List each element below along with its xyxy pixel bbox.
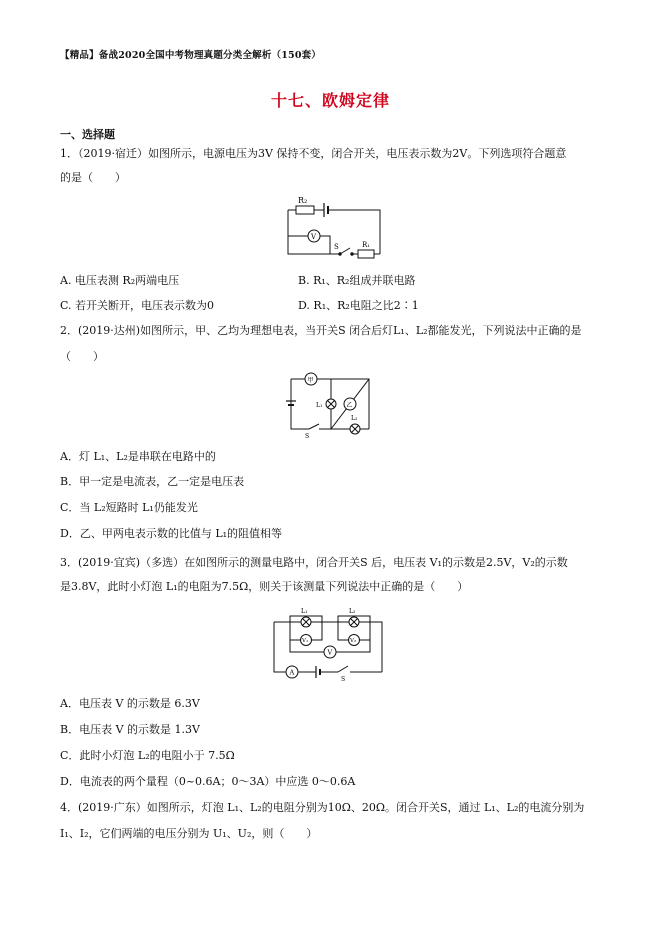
q1-stem-line1: 1．（2019·宿迁）如图所示，电源电压为3V 保持不变，闭合开关，电压表示数为2V。下列选项符合题意: [60, 147, 567, 160]
q1-label-s: S: [334, 243, 339, 251]
q2-label-s: S: [305, 433, 310, 439]
q3-label-s: S: [341, 676, 346, 682]
q3-stem-line1: 3．(2019·宜宾)（多选）在如图所示的测量电路中，闭合开关S 后，电压表 V₁的示数是2.5V，V₂的示数: [60, 556, 568, 569]
q1-label-v: V: [311, 233, 317, 241]
q2-label-l1: L₁: [316, 402, 323, 409]
q2-label-yi: 乙: [346, 402, 353, 409]
q3-label-l1: L₁: [301, 608, 308, 615]
q2-option-b: B．甲一定是电流表，乙一定是电压表: [60, 475, 245, 488]
q2-circuit-figure: [283, 367, 378, 439]
q1-option-b: B. R₁、R₂组成并联电路: [298, 274, 416, 287]
q3-stem-line2: 是3.8V，此时小灯泡 L₁的电阻为7.5Ω，则关于该测量下列说法中正确的是（ ）: [60, 580, 469, 593]
q1-label-r2: R₂: [298, 196, 308, 205]
q3-option-d: D．电流表的两个量程（0~0.6A；0～3A）中应选 0～0.6A: [60, 775, 356, 788]
q2-option-a: A．灯 L₁、L₂是串联在电路中的: [60, 450, 216, 463]
q4-stem-line1: 4．(2019·广东）如图所示，灯泡 L₁、L₂的电阻分别为10Ω、20Ω。闭合开关S，通过 L₁、L₂的电流分别为: [60, 801, 585, 814]
q2-label-l2: L₂: [351, 415, 358, 422]
chapter-title: 十七、欧姆定律: [270, 91, 390, 110]
q2-stem-line1: 2．(2019·达州)如图所示，甲、乙均为理想电表，当开关S 闭合后灯L₁、L₂都能发光，下列说法中正确的是: [60, 324, 582, 337]
q2-option-c: C．当 L₂短路时 L₁仍能发光: [60, 501, 198, 514]
q3-circuit-figure: [268, 606, 388, 682]
q1-option-d: D. R₁、R₂电阻之比2∶1: [298, 299, 419, 312]
q2-option-d: D．乙、甲两电表示数的比值与 L₁的阻值相等: [60, 527, 283, 540]
q3-option-c: C．此时小灯泡 L₂的电阻小于 7.5Ω: [60, 749, 235, 762]
section-title: 一、选择题: [60, 128, 115, 141]
q1-stem-line2: 的是（ ）: [60, 171, 126, 184]
header-note: 【精品】备战2020全国中考物理真题分类全解析（150套）: [60, 50, 322, 61]
q4-stem-line2: I₁、I₂，它们两端的电压分别为 U₁、U₂，则（ ）: [60, 827, 318, 840]
q3-label-v2: V₂: [350, 638, 357, 644]
q2-stem-line2: （ ）: [60, 350, 104, 363]
q2-label-jia: 甲: [307, 377, 314, 384]
q3-label-a: A: [289, 668, 295, 677]
q3-label-v: V: [327, 648, 333, 657]
q1-label-r1: R₁: [362, 241, 371, 249]
q3-label-v1: V₁: [302, 638, 309, 644]
q1-circuit-figure: [270, 192, 400, 262]
q1-option-c: C. 若开关断开，电压表示数为0: [60, 299, 215, 312]
q1-option-a: A. 电压表测 R₂两端电压: [60, 274, 180, 287]
q3-label-l2: L₂: [349, 608, 356, 615]
q3-option-a: A．电压表 V 的示数是 6.3V: [60, 697, 200, 710]
q3-option-b: B．电压表 V 的示数是 1.3V: [60, 723, 200, 736]
